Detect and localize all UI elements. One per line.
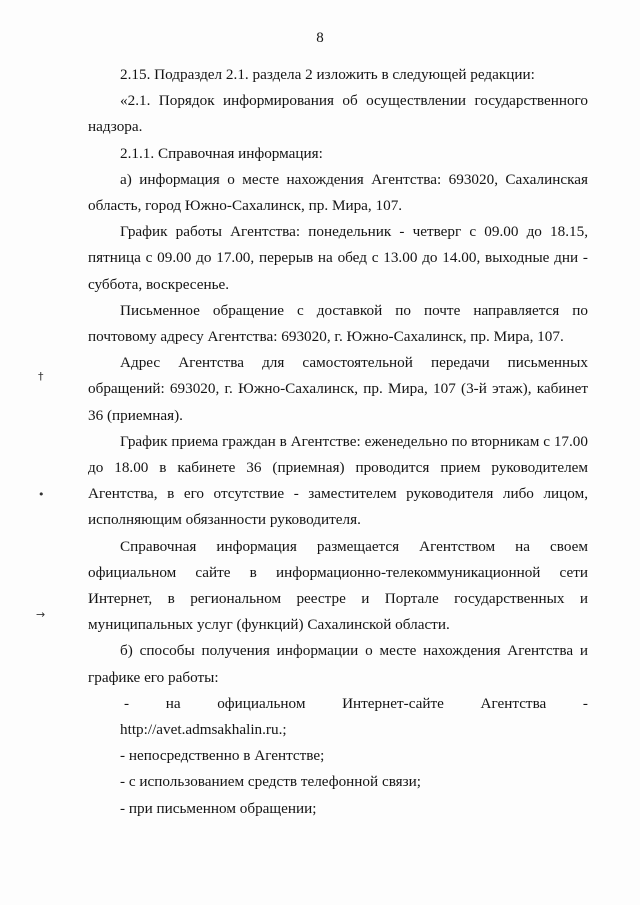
bullet-phone: - с использованием средств телефонной связи; bbox=[120, 773, 421, 791]
dash-word: - bbox=[582, 694, 588, 712]
margin-mark: † bbox=[38, 370, 44, 383]
bullet-in-person: - непосредственно в Агентстве; bbox=[120, 747, 325, 765]
paragraph-delivery-address: Адрес Агентства для самостоятельной передачи письменных обращений: 693020, г. Южно-Сахалинск, пр. Мира, 107 (3-й этаж), кабинет 36 (приемная). bbox=[88, 354, 588, 424]
dash-word: - bbox=[124, 694, 130, 712]
dash-word: Агентства bbox=[480, 694, 547, 712]
dash-word: Интернет-сайте bbox=[342, 694, 444, 712]
website-line bbox=[88, 691, 588, 717]
paragraph-info-methods: б) способы получения информации о месте нахождения Агентства и графике его работы: bbox=[88, 642, 588, 686]
page-number: 8 bbox=[316, 30, 324, 46]
paragraph-amendment: 2.15. Подраздел 2.1. раздела 2 изложить в следующей редакции: bbox=[120, 66, 535, 83]
margin-mark: • bbox=[38, 488, 45, 501]
dash-word: на bbox=[165, 694, 181, 712]
paragraph-location: а) информация о месте нахождения Агентства: 693020, Сахалинская область, город Южно-Сахалинск, пр. Мира, 107. bbox=[88, 170, 588, 215]
paragraph-section-title: «2.1. Порядок информирования об осуществлении государственного надзора. bbox=[88, 92, 588, 136]
paragraph-postal-address: Письменное обращение с доставкой по почте направляется по почтовому адресу Агентства: 693020, г. Южно-Сахалинск, пр. Мира, 107. bbox=[88, 301, 588, 346]
paragraph-info-placement: Справочная информация размещается Агентством на своем официальном сайте в информационно-телекоммуникационной сети Интернет, в региональном реестре и Портале государственных и муниципальных услуг (функций) Сахалинской области. bbox=[88, 537, 588, 634]
paragraph-reference-info: 2.1.1. Справочная информация: bbox=[120, 144, 323, 162]
website-url: http://avet.admsakhalin.ru.; bbox=[120, 721, 287, 739]
bullet-written: - при письменном обращении; bbox=[120, 799, 317, 817]
paragraph-reception-schedule: График приема граждан в Агентстве: еженедельно по вторникам с 17.00 до 18.00 в кабинете 36 (приемная) проводится прием руководителем Агентства, в его отсутствие - заместителем руководителя либо лицом, исполняющим обязанности руководителя. bbox=[88, 432, 588, 529]
dash-word: официальном bbox=[217, 694, 306, 712]
paragraph-work-schedule: График работы Агентства: понедельник - четверг с 09.00 до 18.15, пятница с 09.00 до 17.00, перерыв на обед с 13.00 до 14.00, выходные дни - суббота, воскресенье. bbox=[88, 223, 588, 293]
margin-mark: → bbox=[36, 608, 46, 621]
document-body bbox=[88, 62, 588, 822]
